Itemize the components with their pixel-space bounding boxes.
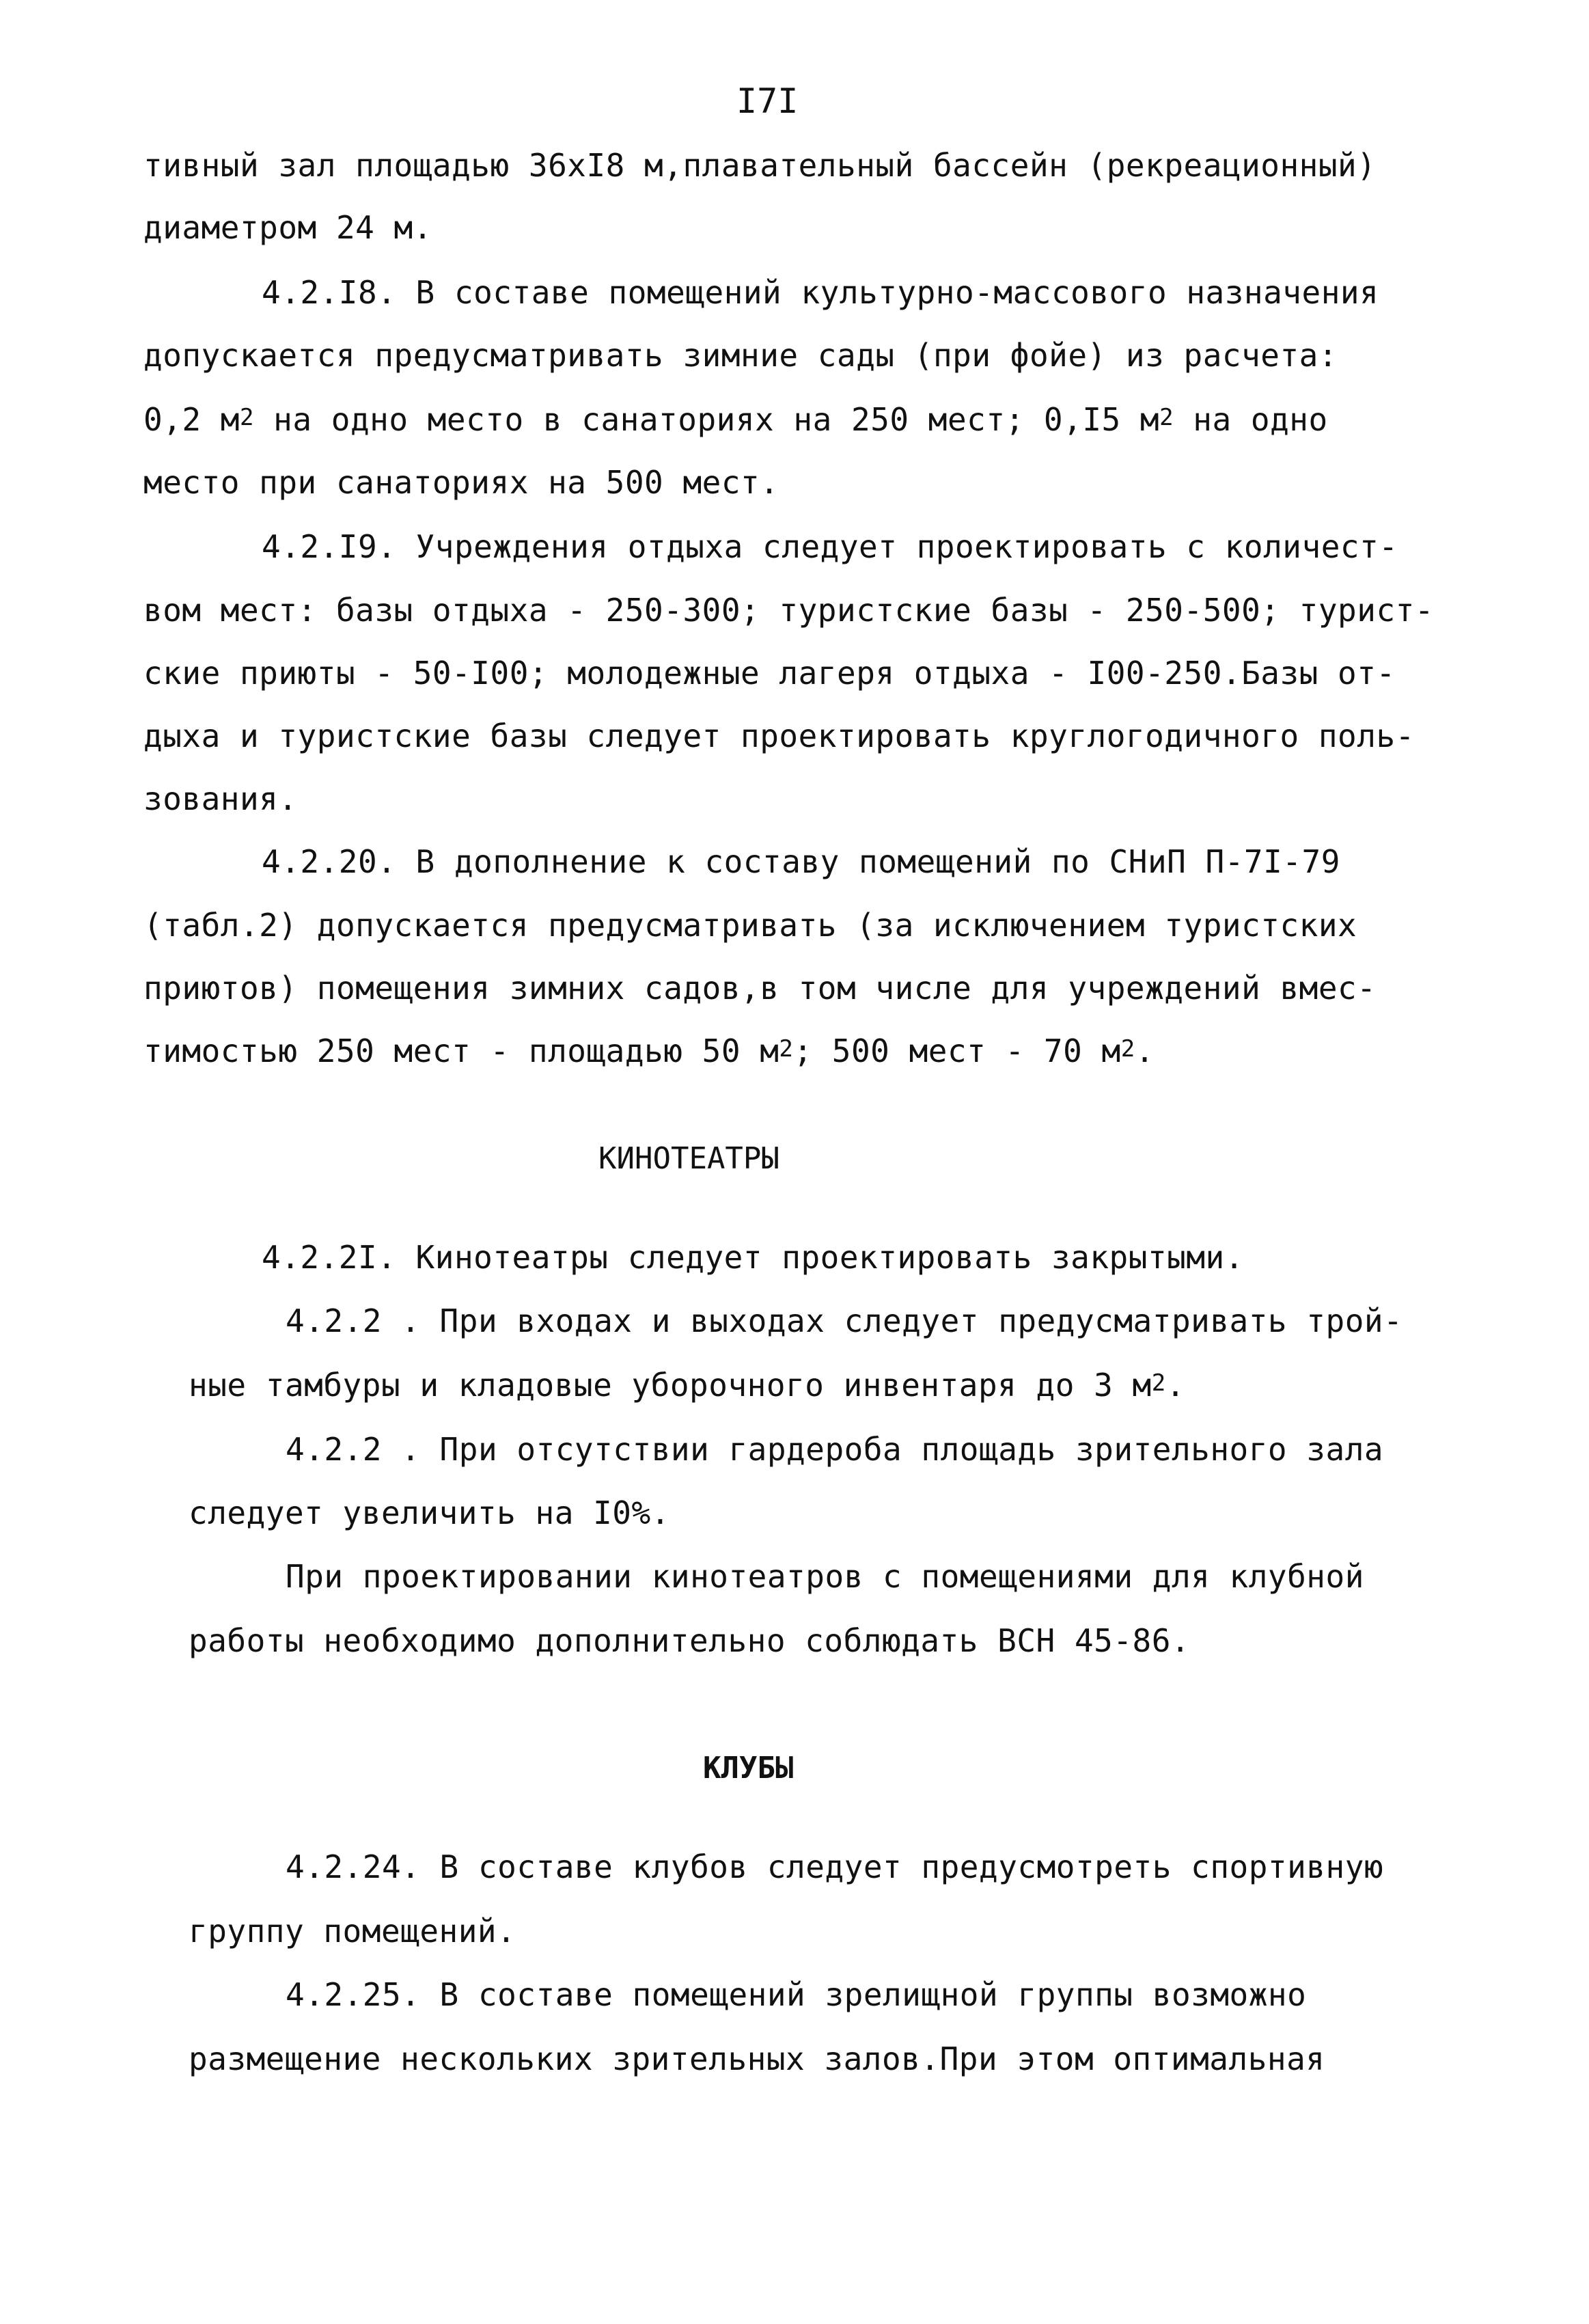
- text-line: тивный зал площадью 36хI8 м,плавательный бассейн (рекреационный): [143, 147, 1377, 184]
- paragraph-4-2-24-line: 4.2.24. В составе клубов следует предусмотреть спортивную: [286, 1848, 1384, 1885]
- paragraph-4-2-21-line: 4.2.2I. Кинотеатры следует проектировать закрытыми.: [262, 1239, 1244, 1276]
- section-heading-clubs: КЛУБЫ: [703, 1751, 794, 1786]
- text-line: группу помещений.: [189, 1913, 516, 1950]
- text-line: размещение нескольких зрительных залов.При этом оптимальная: [189, 2040, 1325, 2077]
- text-line: вом мест: базы отдыха - 250-300; туристские базы - 250-500; турист-: [143, 592, 1435, 629]
- paragraph-4-2-20-line: 4.2.20. В дополнение к составу помещений по СНиП П-7I-79: [262, 843, 1340, 880]
- text-line: 0,2 $м^2$ на одно место в санаториях на 250 мест; 0,I5 $м^2$ на одно: [143, 401, 1328, 438]
- text-line: зования.: [143, 780, 298, 817]
- text-line: работы необходимо дополнительно соблюдать ВСН 45-86.: [189, 1622, 1191, 1659]
- paragraph-4-2-18-line: 4.2.I8. В составе помещений культурно-массового назначения: [262, 274, 1379, 311]
- paragraph-4-2-19-line: 4.2.I9. Учреждения отдыха следует проектировать с количест-: [262, 528, 1398, 565]
- text-line: приютов) помещения зимних садов,в том числе для учреждений вмес-: [143, 970, 1377, 1007]
- text-line: следует увеличить на I0%.: [189, 1494, 670, 1531]
- text-line: тимостью 250 мест - площадью 50 $м^2$; 500 мест - 70 $м^2$.: [143, 1033, 1155, 1069]
- paragraph-club-work-line: При проектировании кинотеатров с помещениями для клубной: [286, 1558, 1364, 1595]
- text-line: диаметром 24 м.: [143, 209, 432, 246]
- text-line: ские приюты - 50-I00; молодежные лагеря отдыха - I00-250.Базы от-: [143, 655, 1396, 692]
- paragraph-4-2-22-line: 4.2.2 . При входах и выходах следует предусматривать трой-: [286, 1302, 1403, 1339]
- paragraph-4-2-25-line: 4.2.25. В составе помещений зрелищной группы возможно: [286, 1976, 1307, 2013]
- paragraph-4-2-23-line: 4.2.2 . При отсутствии гардероба площадь зрительного зала: [286, 1431, 1384, 1468]
- text-line: дыха и туристские базы следует проектировать круглогодичного поль-: [143, 717, 1415, 754]
- text-line: ные тамбуры и кладовые уборочного инвентаря до 3 $м^2$.: [189, 1367, 1185, 1404]
- text-line: допускается предусматривать зимние сады (при фойе) из расчета:: [143, 337, 1338, 374]
- section-heading-cinemas: КИНОТЕАТРЫ: [598, 1141, 779, 1176]
- text-line: место при санаториях на 500 мест.: [143, 464, 779, 501]
- page-number: I7I: [736, 81, 799, 121]
- text-line: (табл.2) допускается предусматривать (за исключением туристских: [143, 907, 1357, 944]
